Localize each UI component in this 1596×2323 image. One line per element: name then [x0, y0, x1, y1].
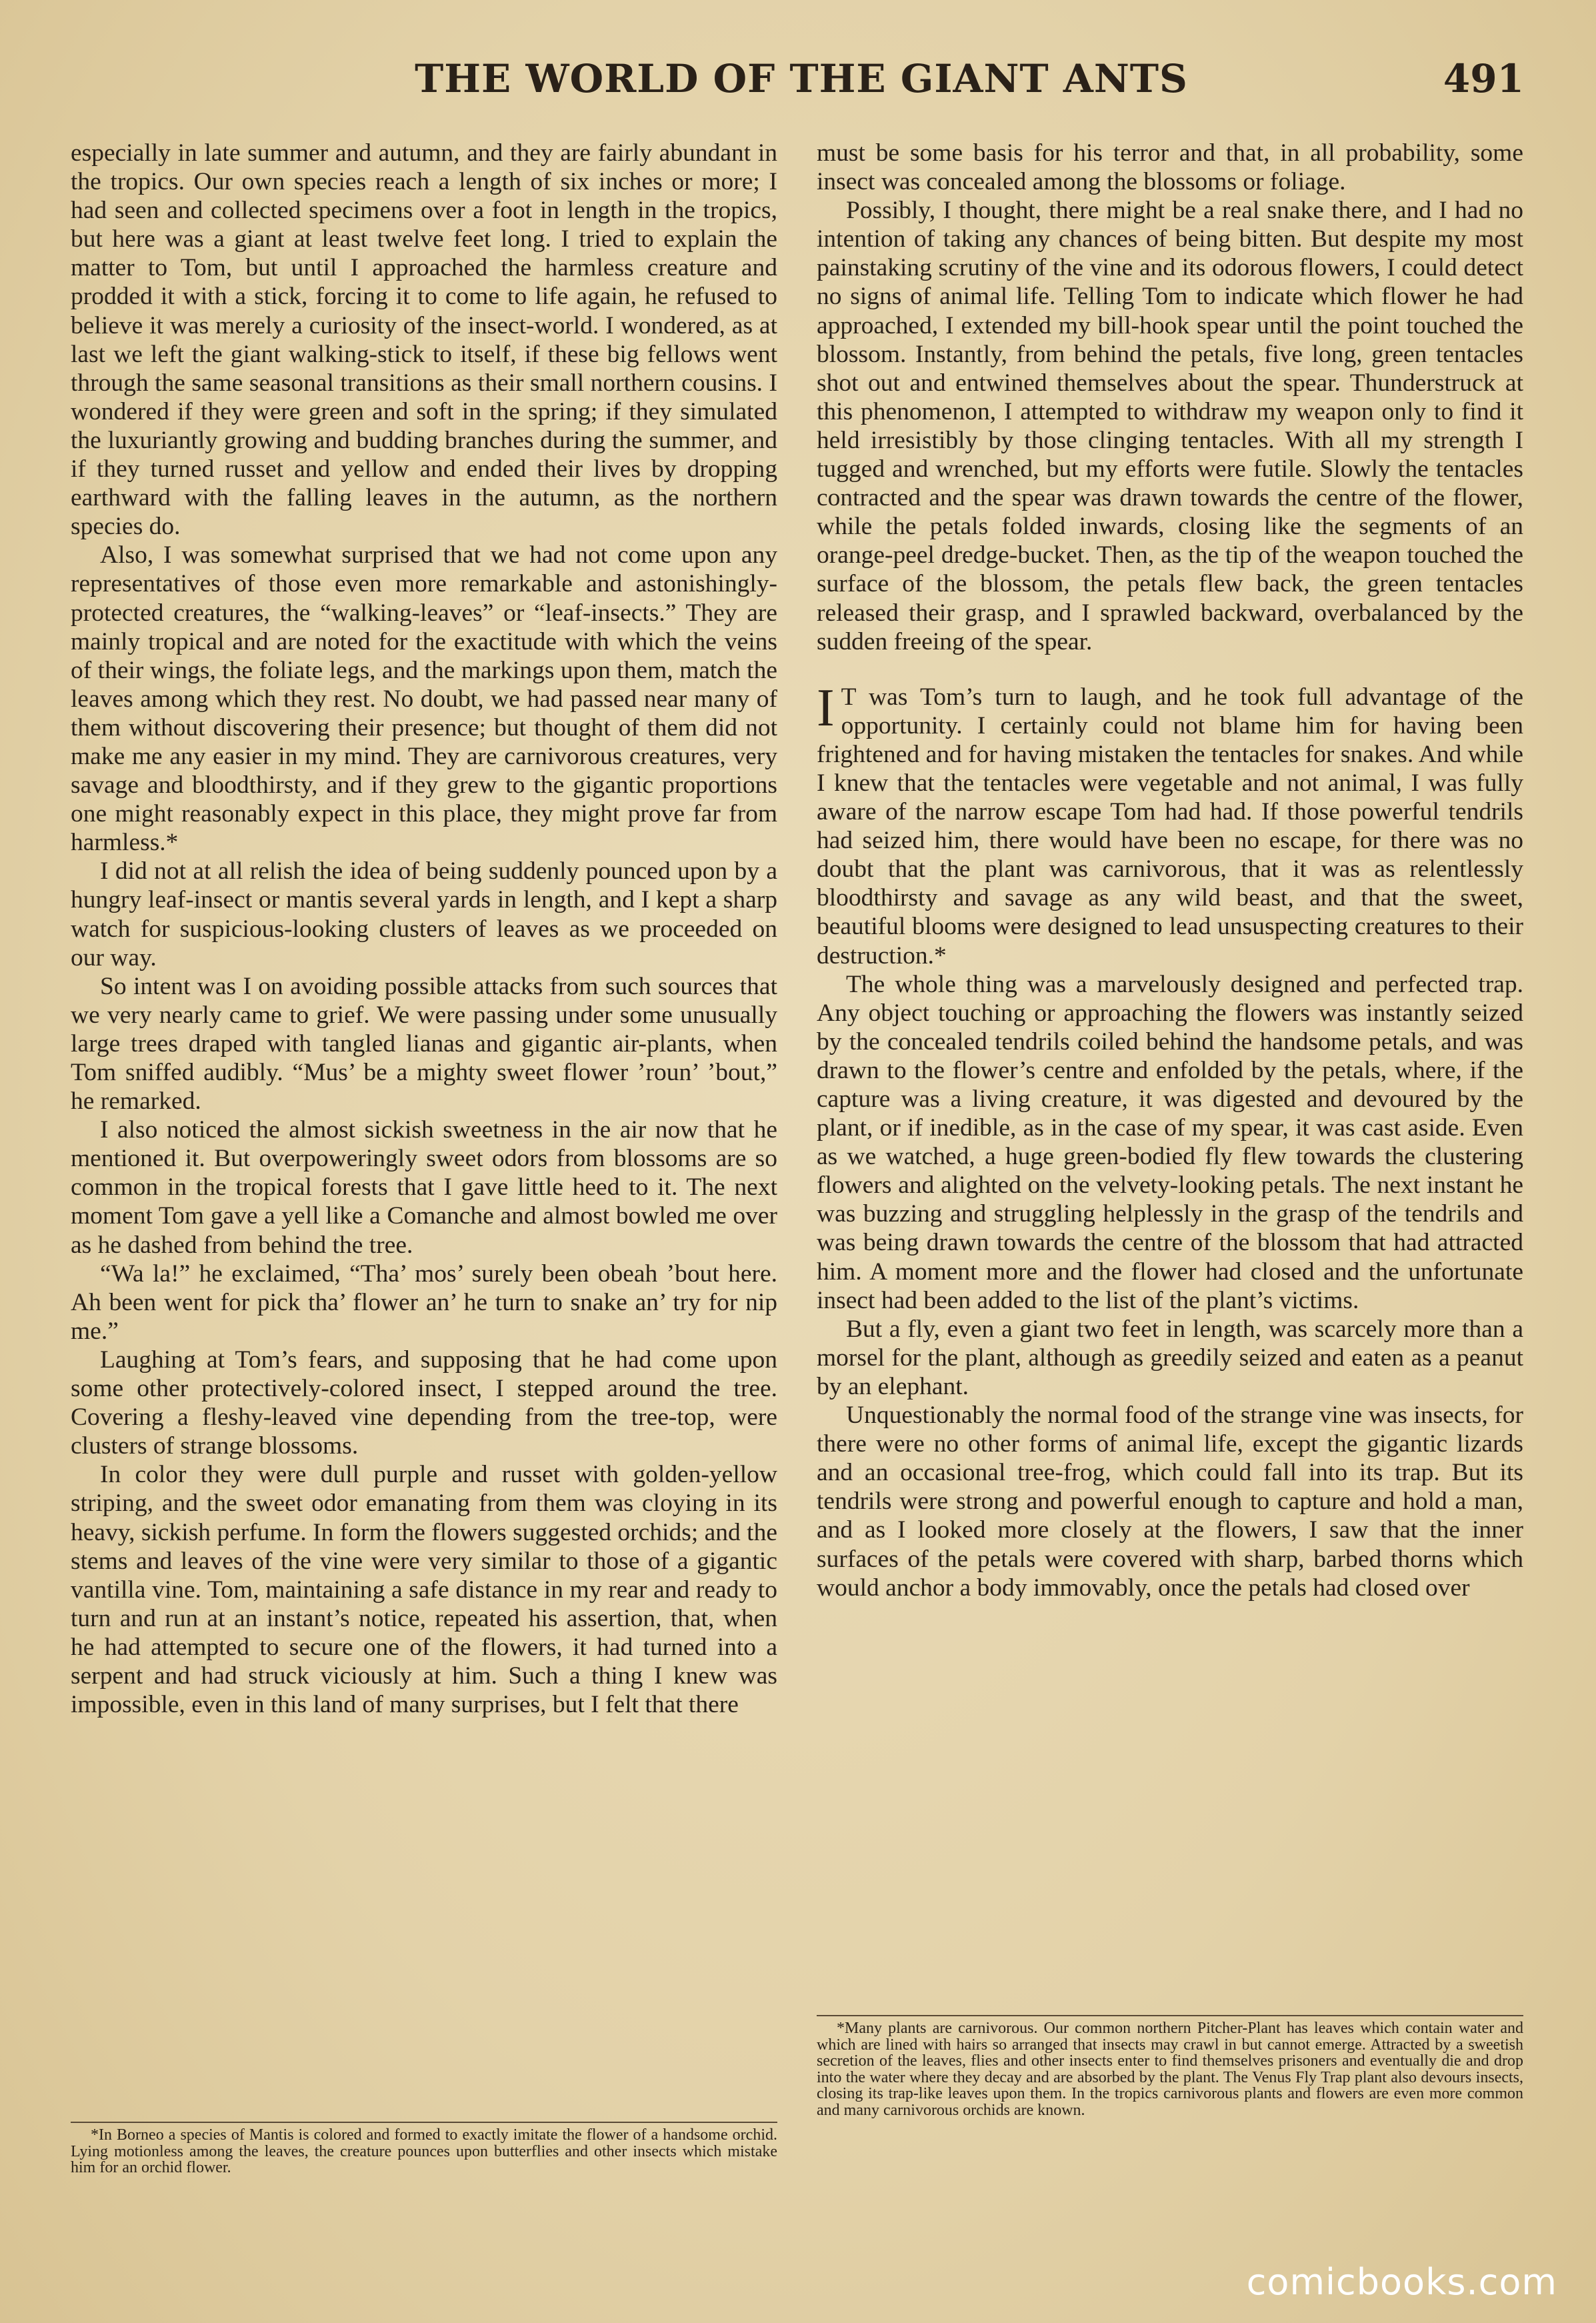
paragraph: especially in late summer and autumn, and they are fairly abundant in the tropics. Our own species reach a length of six inches or more; I had seen and collected specimens over a foot in length in the tropics, but here was a giant at least twelve feet long. I tried to explain the matter to Tom, but until I approached the harmless creature and prodded it with a stick, forcing it to come to life again, he refused to believe it was merely a curiosity of the insect-world. I wondered, as at last we left the giant walking-stick to itself, if these big fellows went through the same seasonal transitions as their small northern cousins. I wondered if they were green and soft in the spring; if they simulated the luxuriantly growing and budding branches during the summer, and if they turned russet and yellow and ended their lives by dropping earthward with the falling leaves in the autumn, as the northern species do.	[71, 139, 777, 541]
drop-cap: I	[817, 678, 835, 737]
paragraph: So intent was I on avoiding possible attacks from such sources that we very nearly came to grief. We were passing under some unusually large trees draped with tangled lianas and gigantic air-plants, when Tom sniffed audibly. “Mus’ be a mighty sweet flower ’roun’ ’bout,” he remarked.	[71, 972, 777, 1115]
page-number: 491	[1443, 56, 1524, 101]
paragraph: Also, I was somewhat surprised that we had not come upon any representatives of those even more remarkable and astonishingly-protected creatures, the “walking-leaves” or “leaf-insects.” They are mainly tropical and are noted for the exactitude with which the veins of their wings, the foliate legs, and the markings upon them, match the leaves among which they rest. No doubt, we had passed near many of them without discovering their presence; but thought of them did not make me any easier in my mind. They are carnivorous creatures, very savage and bloodthirsty, and if they grew to the gigantic proportions one might reasonably expect in this place, they might prove far from harmless.*	[71, 541, 777, 857]
paragraph: “Wa la!” he exclaimed, “Tha’ mos’ surely been obeah ’bout here. Ah been went for pick tha’ flower an’ he turn to snake an’ try for nip me.”	[71, 1260, 777, 1345]
paragraph: But a fly, even a giant two feet in length, was scarcely more than a morsel for the plant, although as greedily seized and eaten as a peanut by an elephant.	[817, 1315, 1523, 1400]
page-header	[73, 56, 1529, 123]
drop-cap-paragraph	[817, 678, 1523, 970]
footnote-divider	[817, 2015, 1523, 2016]
footnote: *In Borneo a species of Mantis is colored and formed to exactly imitate the flower of a handsome orchid. Lying motionless among the leaves, the creature pounces upon butterflies and other insects which mistake him for an orchid flower.	[71, 2126, 777, 2176]
footnote-divider	[71, 2122, 777, 2123]
left-column	[71, 139, 777, 1719]
drop-cap-paragraph-text: T was Tom’s turn to laugh, and he took full advantage of the opportunity. I certainly could not blame him for having been frightened and for having mistaken the tentacles for snakes. And while I knew that the tentacles were vegetable and not animal, I was fully aware of the narrow escape Tom had had. If those powerful tendrils had seized him, there would have been no escape, for there was no doubt that the plant was carnivorous, that it was as relentlessly bloodthirsty and savage as any wild beast, and that the sweet, beautiful blooms were designed to lead unsuspecting creatures to their destruction.*	[817, 683, 1523, 969]
paragraph: I also noticed the almost sickish sweetness in the air now that he mentioned it. But overpoweringly sweet odors from blossoms are so common in the tropical forests that I gave little heed to it. The next moment Tom gave a yell like a Comanche and almost bowled me over as he dashed from behind the tree.	[71, 1116, 777, 1259]
paragraph: Possibly, I thought, there might be a real snake there, and I had no intention of taking any chances of being bitten. But despite my most painstaking scrutiny of the vine and its odorous flowers, I could detect no signs of animal life. Telling Tom to indicate which flower he had approached, I extended my bill-hook spear until the point touched the blossom. Instantly, from behind the petals, five long, green tentacles shot out and entwined themselves about the spear. Thunderstruck at this phenomenon, I attempted to withdraw my weapon only to find it held irresistibly by those clinging tentacles. With all my strength I tugged and wrenched, but my efforts were futile. Slowly the tentacles contracted and the spear was drawn towards the centre of the flower, while the petals folded inwards, closing like the segments of an orange-peel dredge-bucket. Then, as the tip of the weapon touched the surface of the blossom, the petals flew back, the green tentacles released their grasp, and I sprawled backward, overbalanced by the sudden freeing of the spear.	[817, 197, 1523, 655]
paragraph: In color they were dull purple and russet with golden-yellow striping, and the sweet odor emanating from them was cloying in its heavy, sickish perfume. In form the flowers suggested orchids; and the stems and leaves of the vine were very similar to those of a gigantic vantilla vine. Tom, maintaining a safe distance in my rear and ready to turn and run at an instant’s notice, repeated his assertion, that, when he had attempted to secure one of the flowers, it had turned into a serpent and had struck viciously at him. Such a thing I knew was impossible, even in this land of many surprises, but I felt that there	[71, 1461, 777, 1719]
right-column	[817, 139, 1523, 1602]
running-title: THE WORLD OF THE GIANT ANTS	[415, 56, 1188, 101]
paragraph: Unquestionably the normal food of the strange vine was insects, for there were no other forms of animal life, except the gigantic lizards and an occasional tree-frog, which could fall into its trap. But its tendrils were strong and powerful enough to capture and hold a man, and as I looked more closely at the flowers, I saw that the inner surfaces of the petals were covered with sharp, barbed thorns which would anchor a body immovably, once the petals had closed over	[817, 1402, 1523, 1602]
paragraph: I did not at all relish the idea of being suddenly pounced upon by a hungry leaf-insect or mantis several yards in length, and I kept a sharp watch for suspicious-looking clusters of leaves as we proceeded on our way.	[71, 857, 777, 971]
right-footnote-block	[817, 2007, 1523, 2118]
paragraph: The whole thing was a marvelously designed and perfected trap. Any object touching or approaching the flowers was instantly seized by the concealed tendrils coiled behind the handsome petals, and was drawn to the flower’s centre and enfolded by the petals, where, if the capture was a living creature, it was digested and devoured by the plant, or if inedible, as in the case of my spear, it was cast aside. Even as we watched, a huge green-bodied fly flew towards the clustering flowers and alighted on the velvety-looking petals. The next instant he was buzzing and struggling helplessly in the grasp of the tendrils and was being drawn towards the centre of the blossom that had attracted him. A moment more and the flower had closed and the unfortunate insect had been added to the list of the plant’s victims.	[817, 970, 1523, 1314]
footnote: *Many plants are carnivorous. Our common northern Pitcher-Plant has leaves which contain water and which are lined with hairs so arranged that insects may crawl in but cannot emerge. Attracted by a sweetish secretion of the leaves, flies and other insects enter to find themselves prisoners and eventually die and drop into the water where they decay and are absorbed by the plant. The Venus Fly Trap plant also devours insects, closing its trap-like leaves upon them. In the tropics carnivorous plants and flowers are even more common and many carnivorous orchids are known.	[817, 2020, 1523, 2119]
left-footnote-block	[71, 2114, 777, 2176]
paragraph: must be some basis for his terror and that, in all probability, some insect was concealed among the blossoms or foliage.	[817, 139, 1523, 196]
watermark: comicbooks.com	[1246, 2261, 1557, 2303]
paragraph: Laughing at Tom’s fears, and supposing that he had come upon some other protectively-colored insect, I stepped around the tree. Covering a fleshy-leaved vine depending from the tree-top, were clusters of strange blossoms.	[71, 1346, 777, 1460]
